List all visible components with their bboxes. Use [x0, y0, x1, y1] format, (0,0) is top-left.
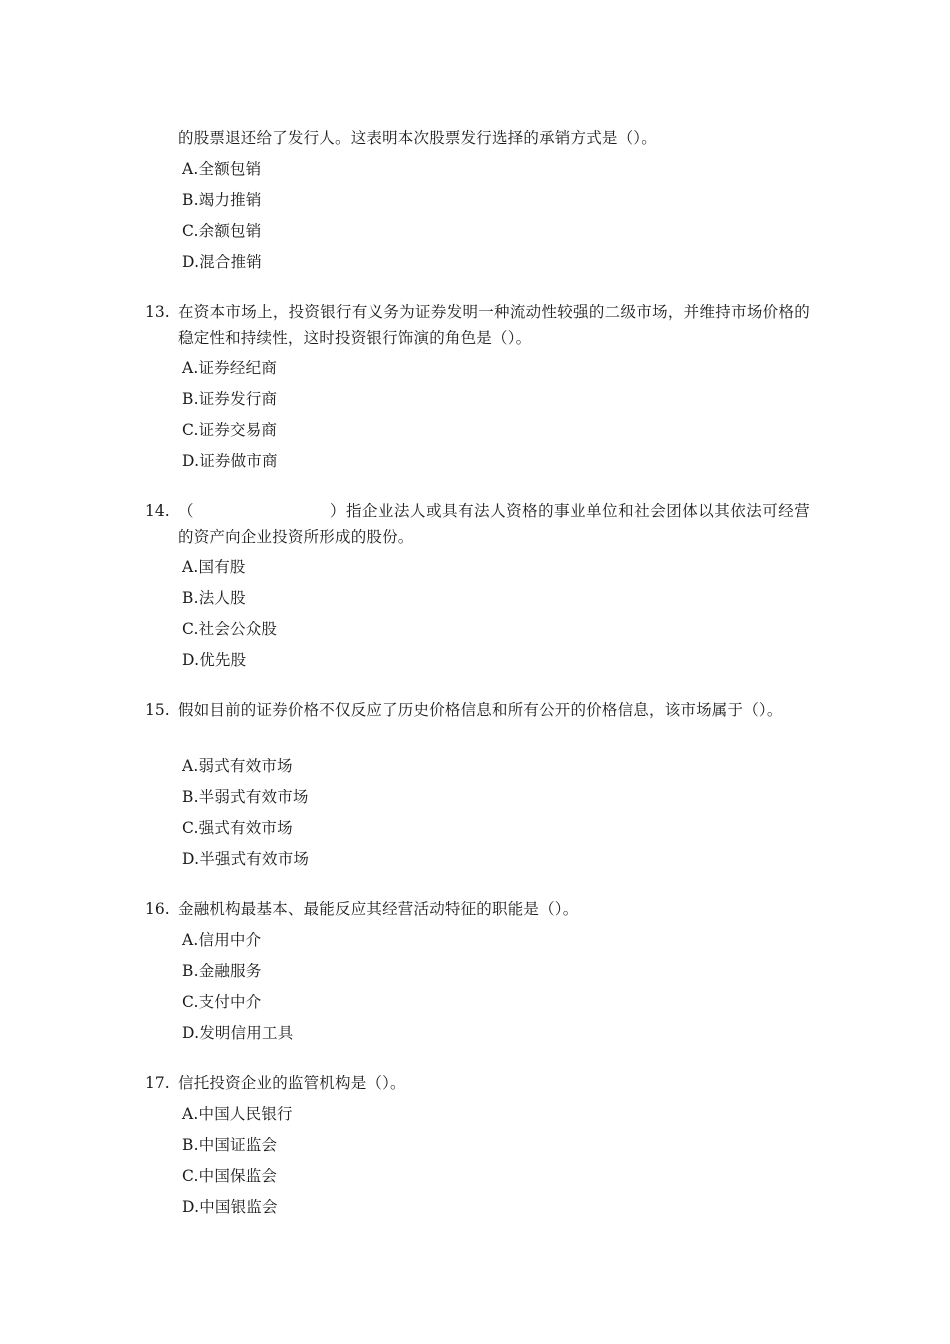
q14-option-a: A.国有股	[182, 558, 246, 576]
q14-stem: ）指企业法人或具有法人资格的事业单位和社会团体以其依法可经营的资产向企业投资所形成的股份。	[178, 502, 810, 546]
q16-stem: 金融机构最基本、最能反应其经营活动特征的职能是（）。	[178, 900, 579, 918]
q12-stem-continuation: 的股票退还给了发行人。这表明本次股票发行选择的承销方式是（）。	[178, 129, 657, 147]
q13-stem: 在资本市场上，投资银行有义务为证券发明一种流动性较强的二级市场，并维持市场价格的稳定性和持续性，这时投资银行饰演的角色是（）。	[178, 303, 810, 347]
q13-option-c: C.证券交易商	[182, 421, 278, 439]
q14-option-d: D.优先股	[182, 651, 247, 669]
q17-stem: 信托投资企业的监管机构是（）。	[178, 1074, 406, 1092]
q16-option-d: D.发明信用工具	[182, 1024, 294, 1042]
q13-number: 13.	[145, 303, 170, 321]
q12-option-a: A.全额包销	[182, 160, 262, 178]
q15-stem: 假如目前的证券价格不仅反应了历史价格信息和所有公开的价格信息，该市场属于（）。	[178, 701, 783, 719]
q13-option-a: A.证券经纪商	[182, 359, 278, 377]
q15-option-c: C.强式有效市场	[182, 819, 293, 837]
q12-option-c: C.余额包销	[182, 222, 262, 240]
q15-number: 15.	[145, 701, 170, 719]
q14-number: 14.	[145, 502, 170, 520]
q13-option-d: D.证券做市商	[182, 452, 278, 470]
q16-option-b: B.金融服务	[182, 962, 262, 980]
q16-option-c: C.支付中介	[182, 993, 262, 1011]
q14-blank-open-paren: （	[178, 502, 194, 520]
q14-option-b: B.法人股	[182, 589, 246, 607]
q16-option-a: A.信用中介	[182, 931, 262, 949]
q16-number: 16.	[145, 900, 170, 918]
q17-option-b: B.中国证监会	[182, 1136, 278, 1154]
q13-option-b: B.证券发行商	[182, 390, 278, 408]
q14-option-c: C.社会公众股	[182, 620, 278, 638]
q17-option-d: D.中国银监会	[182, 1198, 278, 1216]
q17-option-c: C.中国保监会	[182, 1167, 278, 1185]
q17-number: 17.	[145, 1074, 170, 1092]
q15-option-b: B.半弱式有效市场	[182, 788, 309, 806]
q15-option-d: D.半强式有效市场	[182, 850, 310, 868]
q17-option-a: A.中国人民银行	[182, 1105, 293, 1123]
q12-option-b: B.竭力推销	[182, 191, 262, 209]
q14-stem-wrapper	[178, 498, 810, 550]
q12-option-d: D.混合推销	[182, 253, 263, 271]
q15-option-a: A.弱式有效市场	[182, 757, 293, 775]
